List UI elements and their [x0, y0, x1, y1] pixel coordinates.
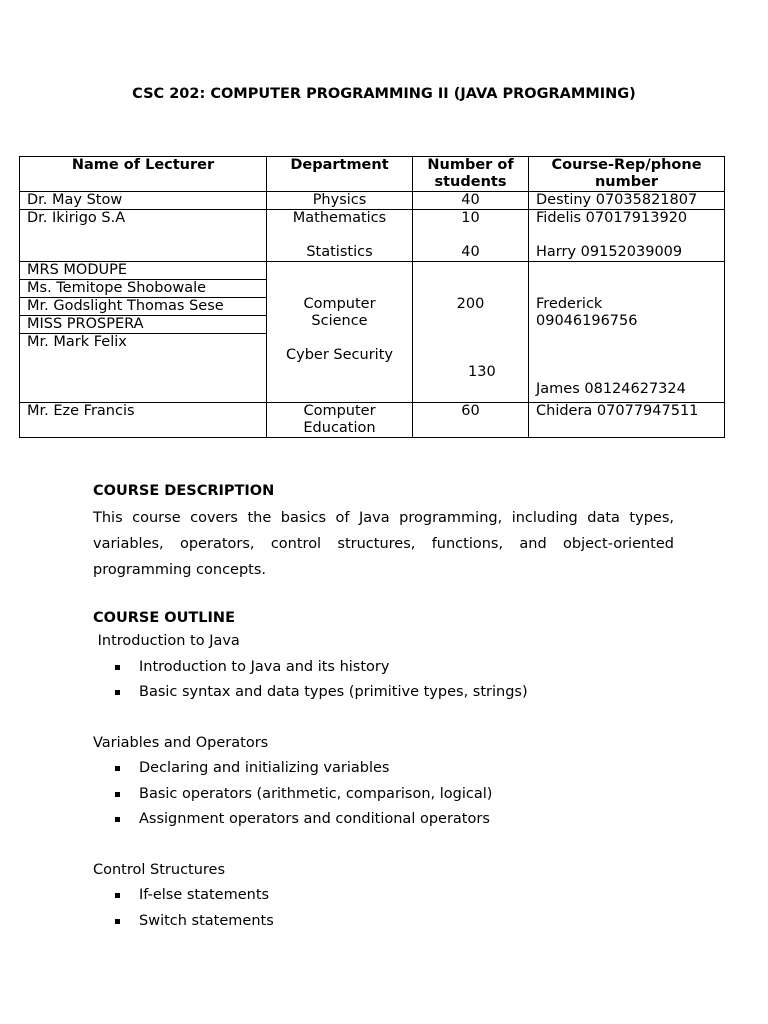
outline-list — [93, 883, 674, 934]
list-item — [115, 655, 674, 681]
square-bullet-icon — [115, 893, 120, 898]
list-item-text: If-else statements — [139, 887, 270, 904]
course-rep — [529, 210, 725, 262]
department-line: Education — [303, 420, 376, 436]
list-item — [115, 909, 674, 935]
course-rep-line: James 08124627324 — [536, 381, 686, 397]
outline-list — [93, 756, 674, 833]
course-rep-line: Frederick — [536, 296, 603, 312]
department-line: Computer — [303, 403, 376, 419]
list-item-text: Assignment operators and conditional operators — [139, 811, 490, 828]
table-row — [20, 192, 725, 210]
square-bullet-icon — [115, 690, 120, 695]
department — [267, 403, 413, 438]
lecturer-name: Mr. Godslight Thomas Sese — [20, 298, 266, 316]
student-count — [413, 210, 529, 262]
list-item-text: Switch statements — [139, 912, 274, 929]
table-header-row — [20, 157, 725, 192]
department-line: Science — [311, 313, 368, 329]
department — [267, 262, 413, 403]
list-item — [115, 782, 674, 808]
square-bullet-icon — [115, 792, 120, 797]
outline-group-title: Introduction to Java — [93, 633, 240, 650]
list-item — [115, 756, 674, 782]
course-description-heading: COURSE DESCRIPTION — [93, 483, 275, 499]
lecturer-name: Mr. Eze Francis — [20, 403, 267, 438]
list-item-text: Declaring and initializing variables — [139, 760, 390, 777]
list-item-text: Basic syntax and data types (primitive types, strings) — [139, 684, 528, 701]
student-count: 40 — [413, 192, 529, 210]
header-department: Department — [267, 157, 413, 192]
list-item — [115, 680, 674, 706]
header-course-rep: Course-Rep/phone number — [529, 157, 725, 192]
table-row — [20, 262, 725, 403]
course-rep-line: Fidelis 07017913920 — [536, 210, 688, 226]
list-item — [115, 807, 674, 833]
lecturer-name: MISS PROSPERA — [20, 316, 266, 334]
outline-group — [93, 629, 674, 706]
lecturer-name: MRS MODUPE — [20, 262, 266, 280]
square-bullet-icon — [115, 665, 120, 670]
department — [267, 210, 413, 262]
course-rep: Destiny 07035821807 — [529, 192, 725, 210]
course-rep-line: 09046196756 — [536, 313, 638, 329]
outline-group-title: Control Structures — [93, 861, 226, 878]
lecturer-name: Dr. Ikirigo S.A — [20, 210, 267, 262]
table-row — [20, 403, 725, 438]
course-content — [93, 480, 674, 934]
list-item — [115, 883, 674, 909]
lecturer-name: Dr. May Stow — [20, 192, 267, 210]
document-title: CSC 202: COMPUTER PROGRAMMING II (JAVA PROGRAMMING) — [132, 86, 636, 102]
outline-list — [93, 655, 674, 706]
student-count — [413, 262, 529, 403]
department-line: Mathematics — [292, 210, 387, 226]
lecturer-table — [19, 156, 725, 438]
student-count-line: 130 — [468, 364, 496, 380]
outline-group-title: Variables and Operators — [93, 734, 269, 751]
course-rep: Chidera 07077947511 — [529, 403, 725, 438]
outline-group — [93, 731, 674, 833]
lecturer-name: Mr. Mark Felix — [27, 334, 127, 350]
square-bullet-icon — [115, 919, 120, 924]
student-count: 60 — [413, 403, 529, 438]
department-line: Cyber Security — [286, 347, 393, 363]
course-outline-heading: COURSE OUTLINE — [93, 610, 235, 627]
department: Physics — [267, 192, 413, 210]
student-count-line: 40 — [461, 244, 480, 260]
outline-group — [93, 858, 674, 935]
lecturer-names-cell — [20, 262, 267, 403]
table-row — [20, 210, 725, 262]
header-name: Name of Lecturer — [20, 157, 267, 192]
square-bullet-icon — [115, 817, 120, 822]
list-item-text: Introduction to Java and its history — [139, 658, 390, 675]
square-bullet-icon — [115, 766, 120, 771]
course-rep — [529, 262, 725, 403]
course-description-text: This course covers the basics of Java programming, including data types, variables, operators, control structures, functions, and object-oriented programming concepts. — [93, 510, 674, 578]
student-count-line: 10 — [461, 210, 480, 226]
student-count-line: 200 — [456, 296, 485, 312]
list-item-text: Basic operators (arithmetic, comparison, logical) — [139, 785, 493, 802]
header-students: Number of students — [413, 157, 529, 192]
course-rep-line: Harry 09152039009 — [536, 244, 683, 260]
lecturer-name: Ms. Temitope Shobowale — [20, 280, 266, 298]
department-line: Computer — [303, 296, 376, 312]
department-line: Statistics — [306, 244, 373, 260]
